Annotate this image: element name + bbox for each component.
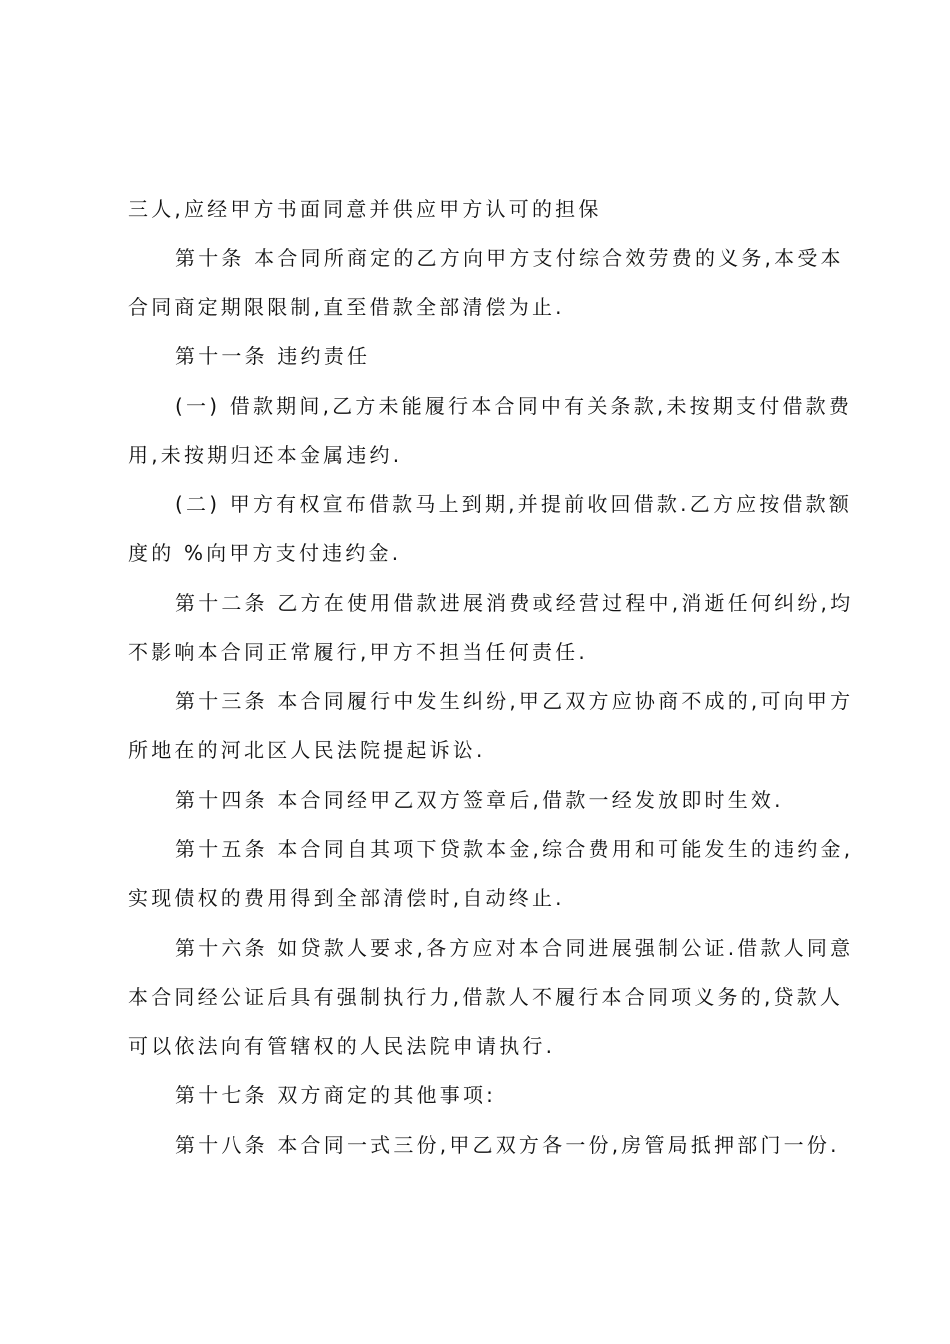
article-16-line-3: 可以依法向有管辖权的人民法院申请执行. <box>128 1034 556 1058</box>
article-16-line-2: 本合同经公证后具有强制执行力,借款人不履行本合同项义务的,贷款人 <box>128 985 844 1009</box>
article-13-line-2: 所地在的河北区人民法院提起诉讼. <box>128 738 486 762</box>
clause-1-line-2: 用,未按期归还本金属违约. <box>128 443 403 467</box>
article-10-line-2: 合同商定期限限制,直至借款全部清偿为止. <box>128 295 565 319</box>
clause-2-line-1: (二) 甲方有权宣布借款马上到期,并提前收回借款.乙方应按借款额 <box>175 492 853 516</box>
article-10-line-1: 第十条 本合同所商定的乙方向甲方支付综合效劳费的义务,本受本 <box>175 246 844 270</box>
article-13-line-1: 第十三条 本合同履行中发生纠纷,甲乙双方应协商不成的,可向甲方 <box>175 689 854 713</box>
article-12-line-1: 第十二条 乙方在使用借款进展消费或经营过程中,消逝任何纠纷,均 <box>175 591 854 615</box>
clause-1-line-1: (一) 借款期间,乙方未能履行本合同中有关条款,未按期支付借款费 <box>175 394 853 418</box>
article-15-line-1: 第十五条 本合同自其项下贷款本金,综合费用和可能发生的违约金, <box>175 837 854 861</box>
article-16-line-1: 第十六条 如贷款人要求,各方应对本合同进展强制公证.借款人同意 <box>175 936 854 960</box>
clause-2-line-2: 度的 %向甲方支付违约金. <box>128 541 402 565</box>
article-17-line-1: 第十七条 双方商定的其他事项: <box>175 1083 497 1107</box>
article-12-line-2: 不影响本合同正常履行,甲方不担当任何责任. <box>128 640 588 664</box>
article-18-line-1: 第十八条 本合同一式三份,甲乙双方各一份,房管局抵押部门一份. <box>175 1133 840 1157</box>
article-11-heading: 第十一条 违约责任 <box>175 344 371 368</box>
article-14-line-1: 第十四条 本合同经甲乙双方签章后,借款一经发放即时生效. <box>175 788 784 812</box>
text-line-guarantee: 三人,应经甲方书面同意并供应甲方认可的担保 <box>128 197 602 221</box>
article-15-line-2: 实现债权的费用得到全部清偿时,自动终止. <box>128 886 565 910</box>
